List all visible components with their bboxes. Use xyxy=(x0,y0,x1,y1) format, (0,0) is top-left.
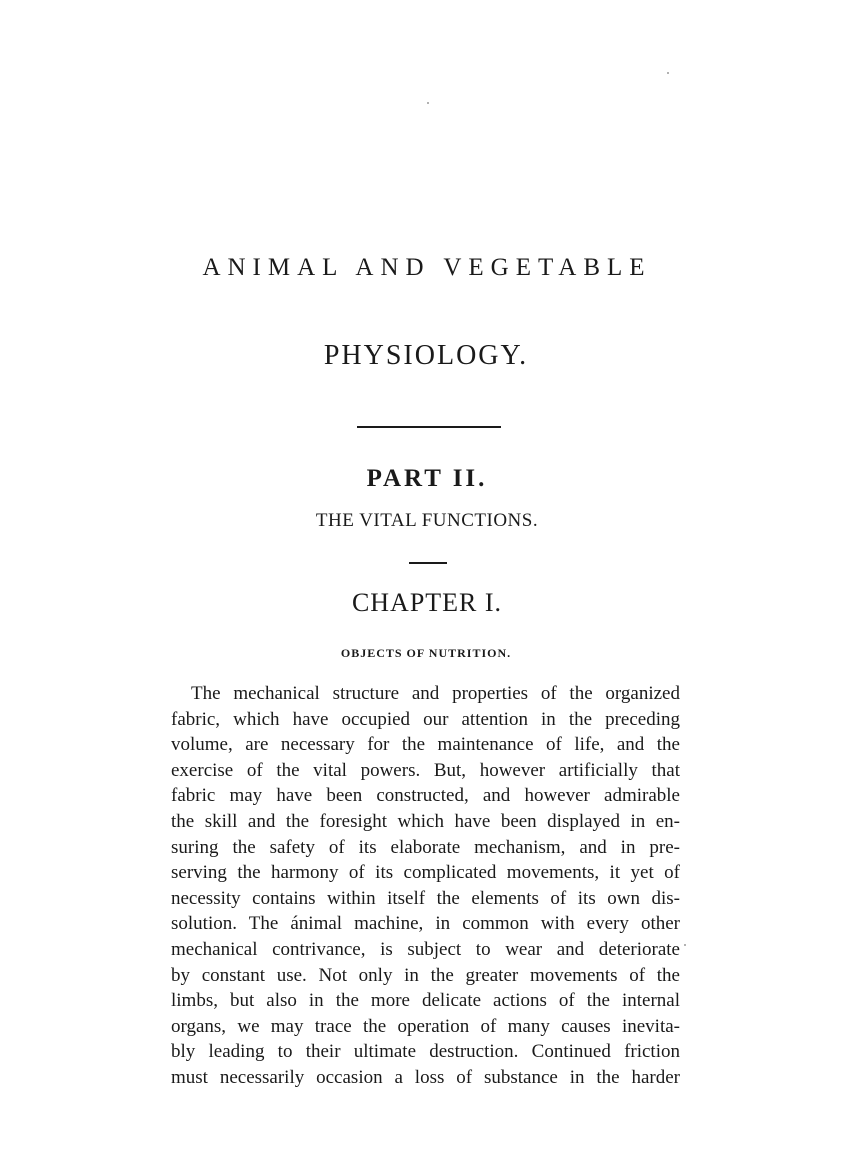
book-title-line-2: PHYSIOLOGY. xyxy=(323,340,529,371)
body-line: by constant use. Not only in the greater movements of the xyxy=(171,964,680,986)
part-divider-rule xyxy=(409,562,447,564)
body-line: The mechanical structure and properties of the organized xyxy=(191,683,680,704)
body-line: fabric may have been constructed, and however admirable xyxy=(171,785,680,807)
body-line: solution. The ánimal machine, in common with every other xyxy=(171,913,680,935)
body-line: exercise of the vital powers. But, however artificially that xyxy=(171,759,680,781)
book-title-line-1: ANIMAL AND VEGETABLE xyxy=(202,254,652,281)
chapter-subtitle: OBJECTS OF NUTRITION. xyxy=(340,646,512,660)
body-line: serving the harmony of its complicated movements, it yet of xyxy=(171,862,680,884)
body-line: organs, we may trace the operation of many causes inevita- xyxy=(171,1015,680,1037)
body-line: must necessarily occasion a loss of substance in the harder xyxy=(171,1066,680,1088)
body-line: necessity contains within itself the elements of its own dis- xyxy=(171,887,680,909)
title-divider-rule xyxy=(357,426,501,428)
body-line: bly leading to their ultimate destruction. Continued friction xyxy=(171,1041,680,1063)
body-line: volume, are necessary for the maintenance of life, and the xyxy=(171,734,680,756)
part-heading: PART II. xyxy=(366,465,488,492)
paper-speck xyxy=(667,72,669,74)
body-line: the skill and the foresight which have been displayed in en- xyxy=(171,810,680,832)
body-line: limbs, but also in the more delicate actions of the internal xyxy=(171,990,680,1012)
body-paragraph xyxy=(171,681,680,1091)
body-line: mechanical contrivance, is subject to wear and deteriorate xyxy=(171,938,680,960)
paper-speck xyxy=(427,102,429,104)
body-line: suring the safety of its elaborate mechanism, and in pre- xyxy=(171,836,680,858)
body-line: fabric, which have occupied our attention in the preceding xyxy=(171,708,680,730)
paper-speck xyxy=(684,944,686,946)
part-subtitle: THE VITAL FUNCTIONS. xyxy=(315,510,539,531)
chapter-heading: CHAPTER I. xyxy=(351,588,503,617)
